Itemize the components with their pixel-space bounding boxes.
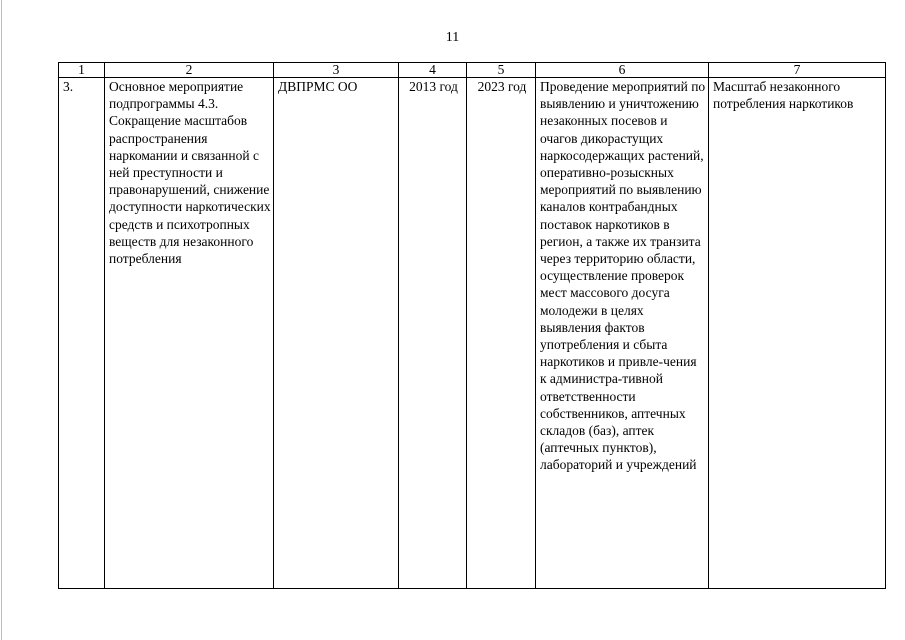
row-number: 3. xyxy=(59,78,105,589)
column-header: 3 xyxy=(274,63,399,78)
column-header: 7 xyxy=(709,63,886,78)
measure-description xyxy=(536,78,709,589)
page-number: 11 xyxy=(445,30,460,45)
indicator-text: Масштаб незаконного потребления наркотиков xyxy=(713,79,854,112)
column-header: 1 xyxy=(59,63,105,78)
table-row xyxy=(59,78,886,589)
column-header: 2 xyxy=(105,63,274,78)
page-edge-line xyxy=(1,0,2,640)
column-header: 5 xyxy=(467,63,536,78)
column-header: 6 xyxy=(536,63,709,78)
executor: ДВПРМС ОО xyxy=(274,78,399,589)
measure-text: Основное мероприятие подпрограммы 4.3. Сокращение масштабов распространения наркомании и связанной с ней преступности и правонарушений, снижение доступности наркотических средств и психотропных веществ для незаконного потребления xyxy=(109,79,271,267)
program-table xyxy=(58,62,886,589)
column-header: 4 xyxy=(399,63,467,78)
end-year: 2023 год xyxy=(467,78,536,589)
start-year: 2013 год xyxy=(399,78,467,589)
measure-name xyxy=(105,78,274,589)
table-header-row xyxy=(59,63,886,78)
indicator xyxy=(709,78,886,589)
description-text: Проведение мероприятий по выявлению и уничтожению незаконных посевов и очагов дикорастущих наркосодержащих растений, оперативно-розыскных мероприятий по выявлению каналов контрабандных поставок наркотиков в регион, а также их транзита через территорию области, осуществление проверок мест массового досуга молодежи в целях выявления фактов употребления и сбыта наркотиков и привле-чения к администра-тивной ответственности собственников, аптечных складов (баз), аптек (аптечных пунктов), лабораторий и учреждений xyxy=(540,79,706,473)
